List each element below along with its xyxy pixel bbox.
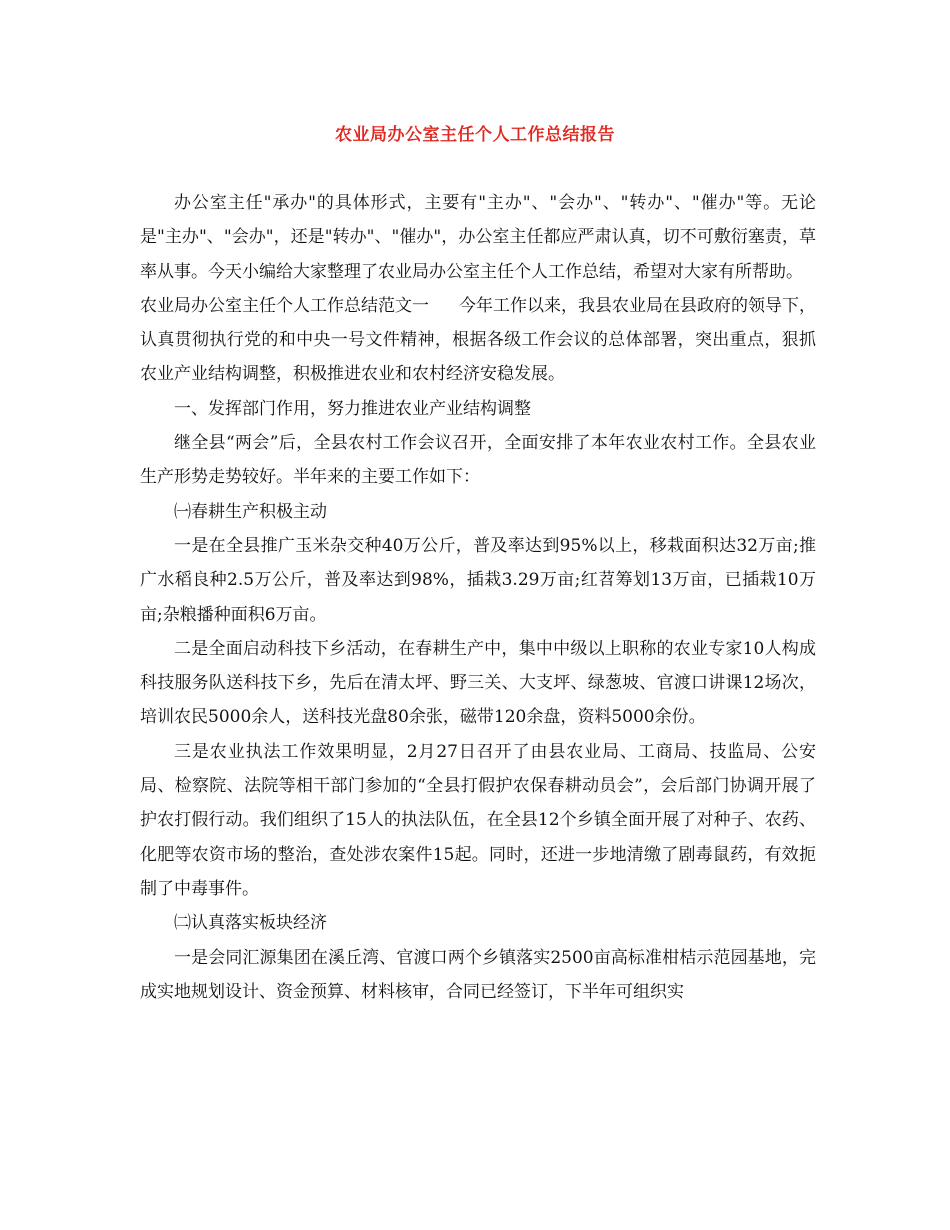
section-heading-1: 一、发挥部门作用，努力推进农业产业结构调整 xyxy=(174,398,531,419)
spring-paragraph-3: 三是农业执法工作效果明显，2月27日召开了由县农业局、工商局、技监局、公安局、检察院、法院等相干部门参加的“全县打假护农保春耕动员会”，会后部门协调开展了护农打假行动。我们组织了15人的执法队伍，在全县12个乡镇全面开展了对种子、农药、化肥等农资市场的整治，查处涉农案件15起。同时，还进一步地清缴了剧毒鼠药，有效扼制了中毒事件。 xyxy=(140,741,816,899)
subsection-heading-1: ㈠春耕生产积极主动 xyxy=(174,501,327,522)
intro-paragraph: 办公室主任"承办"的具体形式，主要有"主办"、"会办"、"转办"、"催办"等。无论是"主办"、"会办"，还是"转办"、"催办"，办公室主任都应严肃认真，切不可敷衍塞责，草率从事。今天小编给大家整理了农业局办公室主任个人工作总结，希望对大家有所帮助。 xyxy=(140,193,816,282)
spring-paragraph-2: 二是全面启动科技下乡活动，在春耕生产中，集中中级以上职称的农业专家10人构成科技服务队送科技下乡，先后在清太坪、野三关、大支坪、绿葱坡、官渡口讲课12场次，培训农民5000余人，送科技光盘80余张，磁带120余盘，资料5000余份。 xyxy=(140,638,816,728)
sample-opening: 今年工作以来，我县农业局在县政府的领导下，认真贯彻执行党的和中央一号文件精神，根据各级工作会议的总体部署，突出重点，狠抓农业产业结构调整，积极推进农业和农村经济安稳发展。 xyxy=(140,295,816,385)
document-body xyxy=(140,186,816,1009)
sample-heading: 农业局办公室主任个人工作总结范文一 xyxy=(140,295,429,316)
document-title: 农业局办公室主任个人工作总结报告 xyxy=(335,125,615,145)
sample-paragraph xyxy=(140,289,816,392)
block-economy-paragraph-1: 一是会同汇源集团在溪丘湾、官渡口两个乡镇落实2500亩高标准柑桔示范园基地，完成实地规划设计、资金预算、材料核审，合同已经签订，下半年可组织实 xyxy=(140,947,816,1002)
section-paragraph-1: 继全县“两会”后，全县农村工作会议召开，全面安排了本年农业农村工作。全县农业生产形势走势较好。半年来的主要工作如下： xyxy=(140,433,816,488)
spring-paragraph-1: 一是在全县推广玉米杂交种40万公斤，普及率达到95%以上，移栽面积达32万亩;推广水稻良种2.5万公斤，普及率达到98%，插栽3.29万亩;红苕筹划13万亩，已插栽10万亩;杂粮播种面积6万亩。 xyxy=(140,535,816,625)
subsection-heading-2: ㈡认真落实板块经济 xyxy=(174,913,327,934)
